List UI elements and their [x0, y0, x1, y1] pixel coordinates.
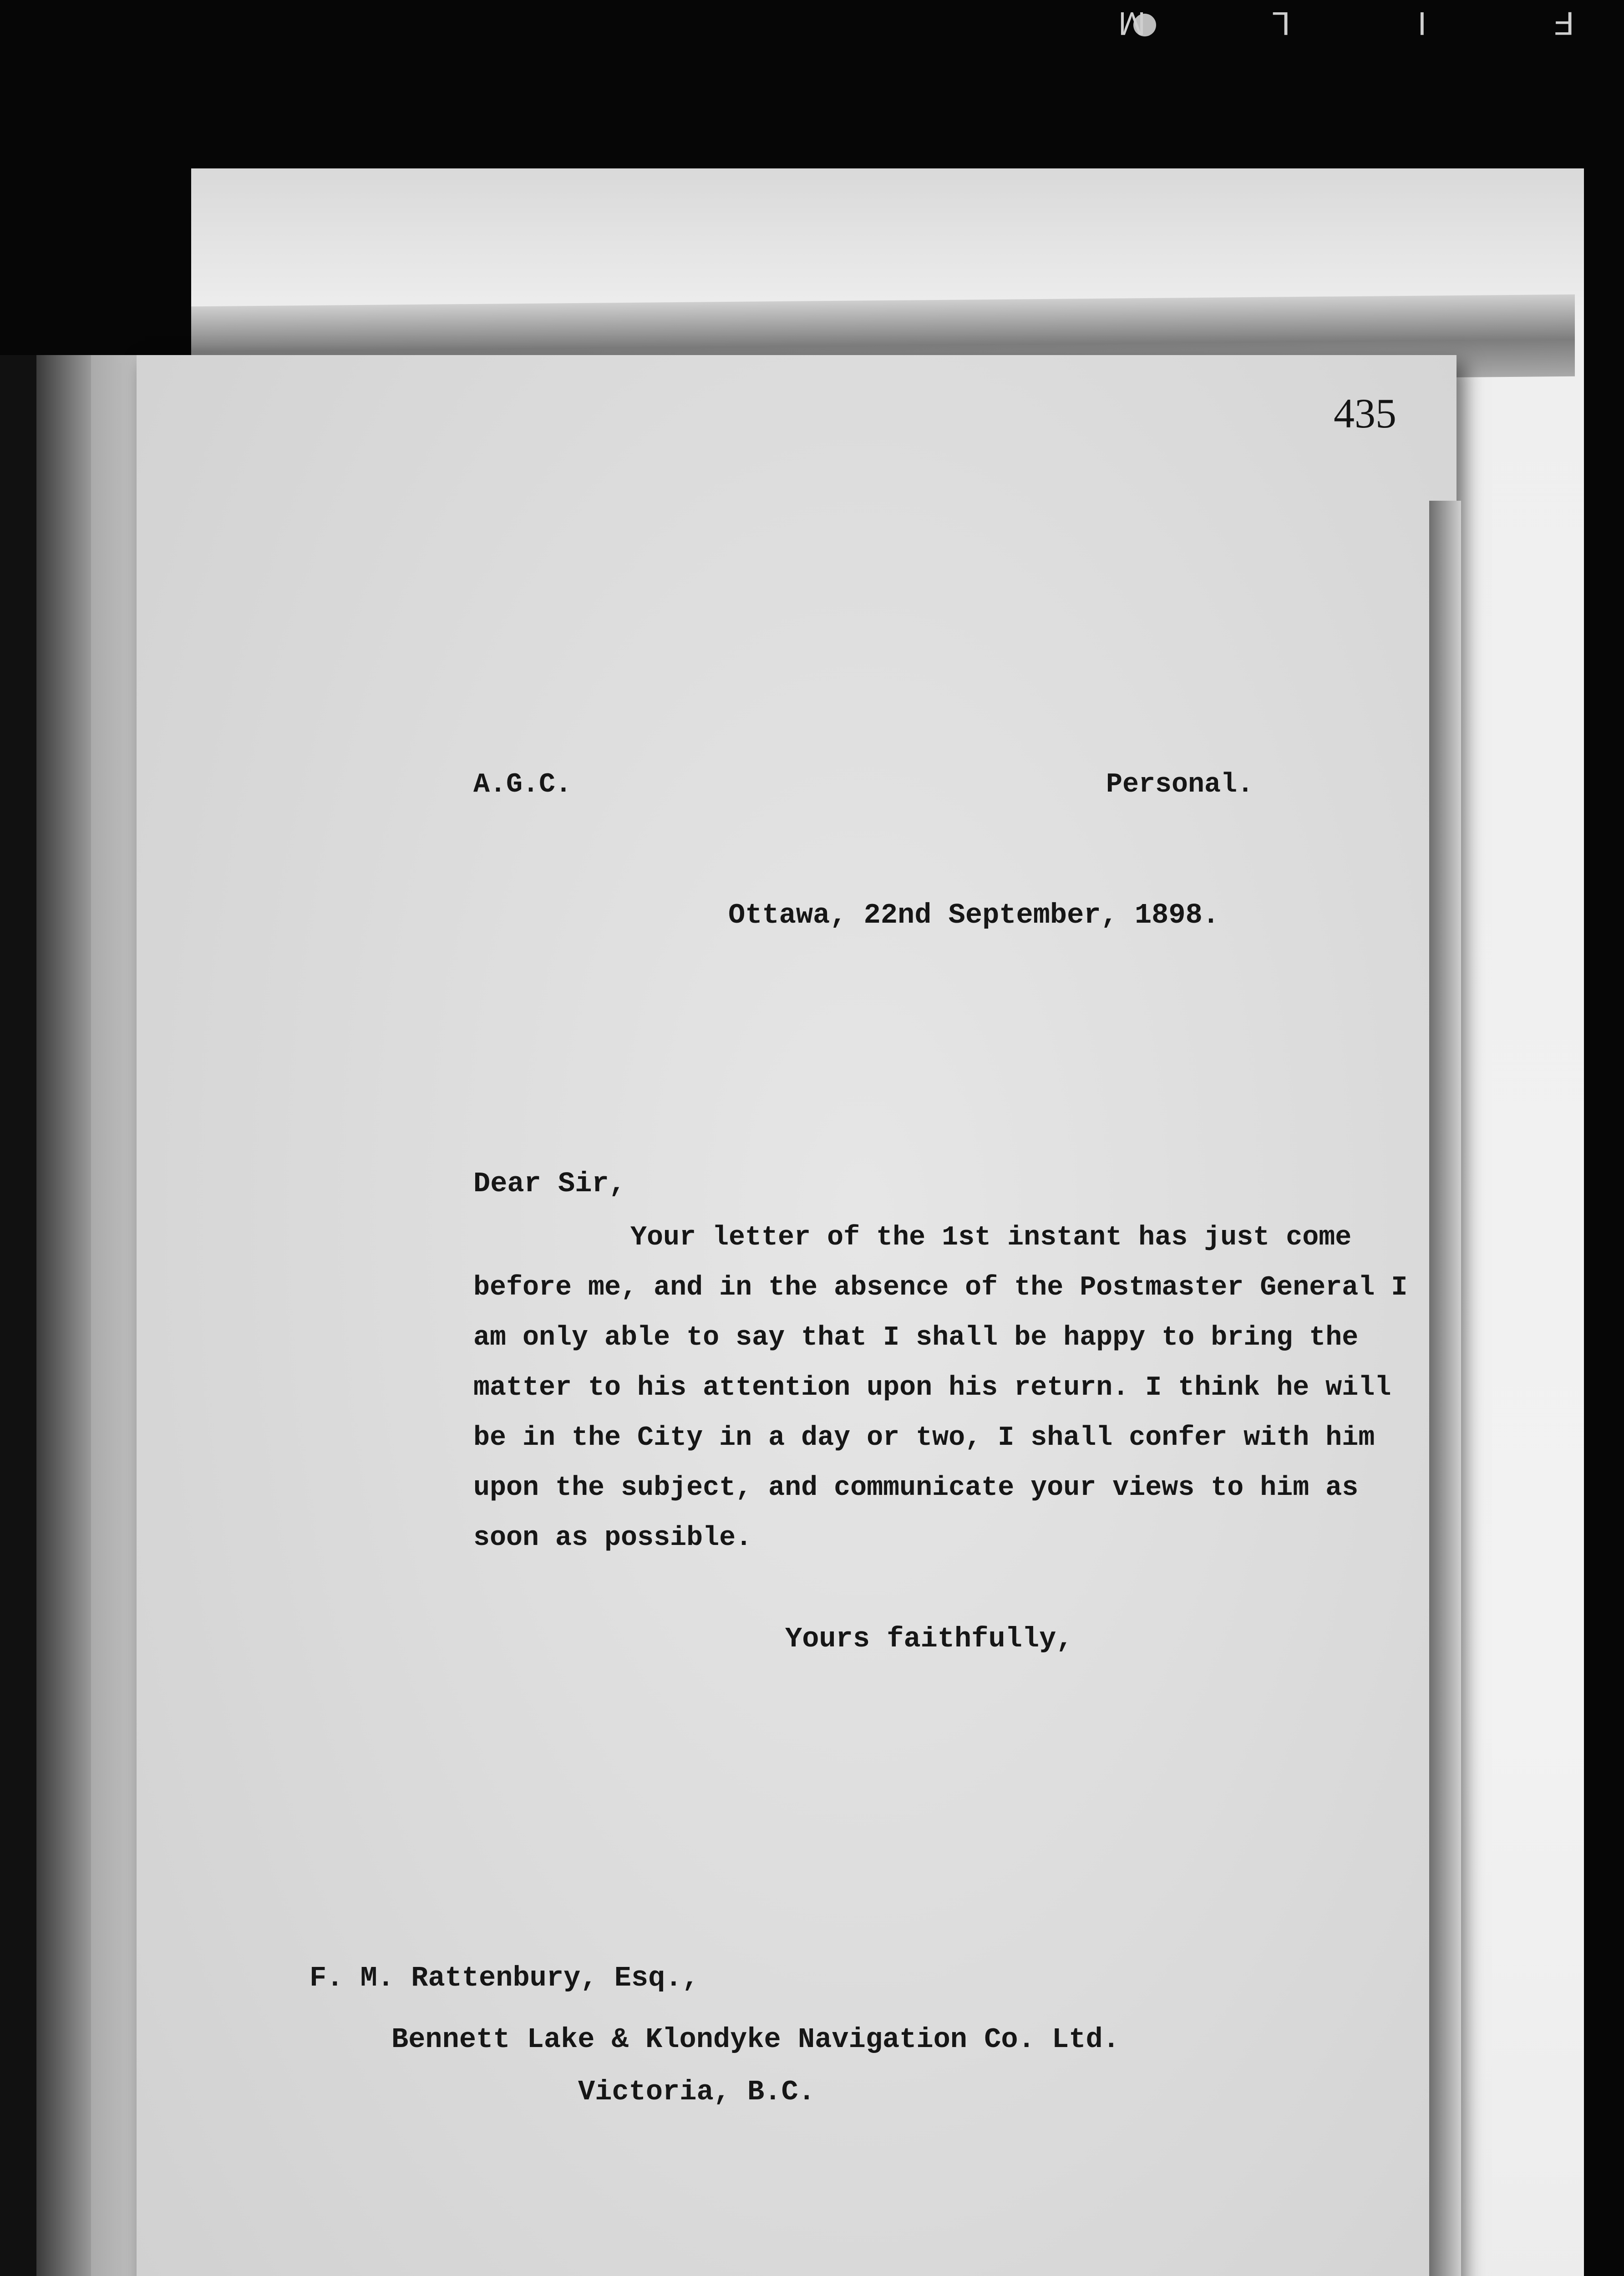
header-initials: A.G.C. — [473, 769, 572, 800]
page-number: 435 — [1334, 390, 1396, 437]
body-line: before me, and in the absence of the Postmaster General I — [473, 1272, 1408, 1303]
body-line: am only able to say that I shall be happy to bring the — [473, 1322, 1359, 1353]
addressee-company: Bennett Lake & Klondyke Navigation Co. Ltd. — [391, 2023, 1120, 2056]
film-edge-band — [0, 355, 36, 2276]
body-line: be in the City in a day or two, I shall confer with him — [473, 1422, 1375, 1453]
body-line: matter to his attention upon his return. I think he will — [473, 1372, 1391, 1403]
page-left-shadow — [36, 355, 91, 2276]
header-personal: Personal. — [1106, 769, 1254, 800]
body-line: soon as possible. — [473, 1523, 752, 1554]
salutation: Dear Sir, — [473, 1168, 626, 1200]
closing: Yours faithfully, — [785, 1623, 1073, 1655]
film-edge-label: F I L M — [1059, 5, 1574, 41]
addressee-city: Victoria, B.C. — [578, 2076, 815, 2108]
addressee-name: F. M. Rattenbury, Esq., — [310, 1962, 699, 1994]
body-line: upon the subject, and communicate your views to him as — [473, 1473, 1359, 1504]
body-line: Your letter of the 1st instant has just come — [630, 1222, 1352, 1253]
dateline: Ottawa, 22nd September, 1898. — [728, 899, 1219, 931]
page-right-shadow — [1429, 501, 1461, 2276]
